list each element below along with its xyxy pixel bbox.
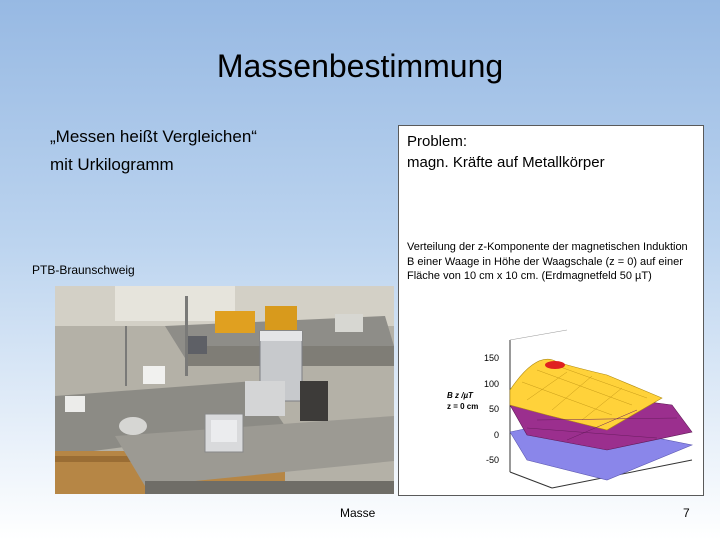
lab-photo-illustration xyxy=(55,286,394,494)
problem-heading xyxy=(407,131,605,173)
axis-tick: 100 xyxy=(483,378,499,389)
plot-axis-label xyxy=(447,390,478,412)
magnetic-field-plot xyxy=(407,310,699,492)
problem-description: magn. Kräfte auf Metallkörper xyxy=(407,154,605,171)
slide-title: Massenbestimmung xyxy=(216,48,504,84)
plot-label-z: z = 0 cm xyxy=(447,402,479,411)
problem-label: Problem: xyxy=(407,133,468,150)
plot-label-b: B z /µT xyxy=(447,391,473,400)
axis-tick: -50 xyxy=(485,455,499,465)
plot-axis-line xyxy=(510,472,552,488)
peak-marker xyxy=(545,361,565,369)
footer-topic: Masse xyxy=(340,506,376,520)
plot-axis-ticks xyxy=(475,346,499,474)
axis-tick: 0 xyxy=(493,429,499,440)
axis-tick: 50 xyxy=(488,404,499,414)
photo-label: PTB-Braunschweig xyxy=(32,263,135,277)
intro-line-quote: „Messen heißt Vergleichen“ xyxy=(50,127,257,146)
axis-tick: 150 xyxy=(483,353,499,363)
figure-caption: Verteilung der z-Komponente der magnetischen Induktion B einer Waage in Höhe der Waagschale (z = 0) auf einer Fläche von 10 cm x 10 cm. (Erdmagnetfeld 50 µT) xyxy=(407,241,688,282)
lab-photo xyxy=(55,286,394,494)
intro-text xyxy=(50,123,257,179)
intro-line-urkilogramm: mit Urkilogramm xyxy=(50,155,174,174)
problem-panel xyxy=(398,125,704,496)
page-number: 7 xyxy=(683,506,690,520)
